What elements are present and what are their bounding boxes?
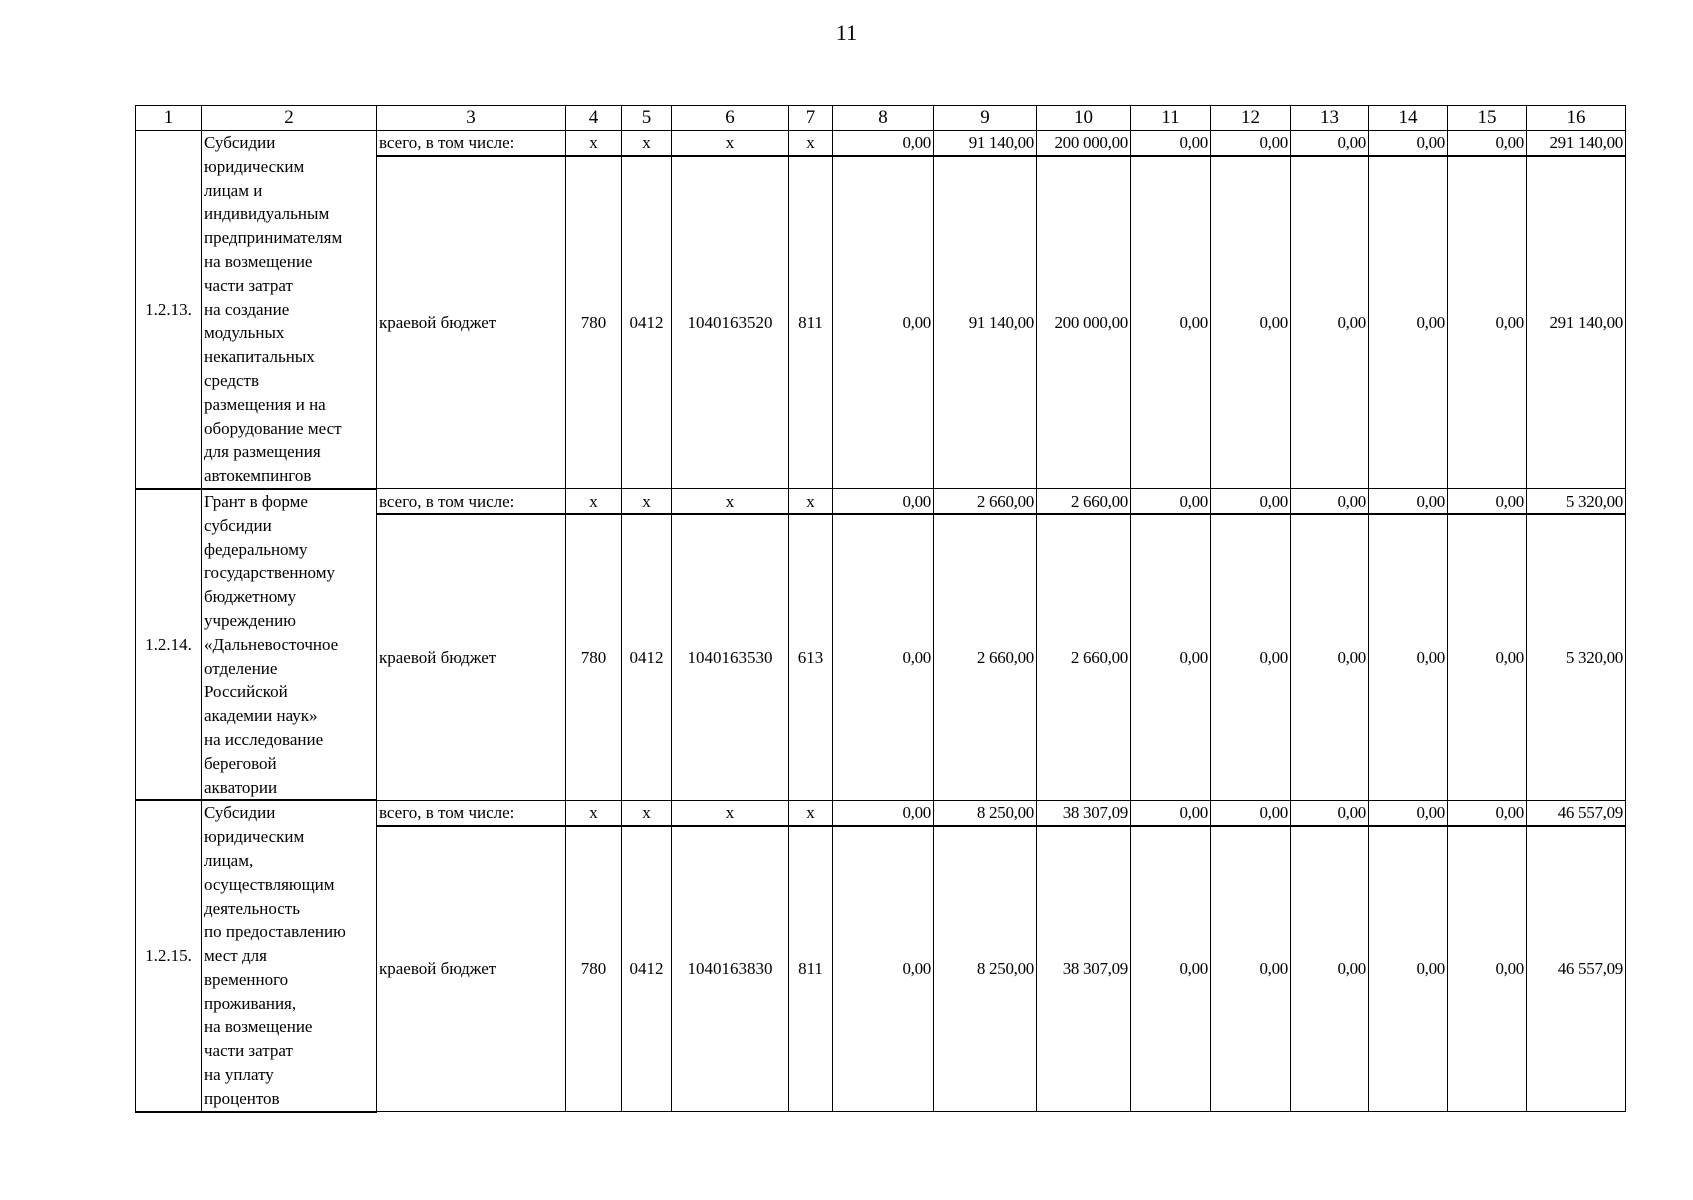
section-total-row bbox=[136, 489, 1626, 514]
amount-cell: 0,00 bbox=[1131, 800, 1211, 826]
section-subsection-code: 0412 bbox=[622, 156, 672, 489]
expense-type-code: 811 bbox=[789, 826, 833, 1112]
section-code: 1.2.13. bbox=[136, 131, 202, 489]
section-name-line: размещения и на bbox=[204, 394, 326, 414]
x-cell: x bbox=[566, 489, 622, 514]
section-name-line: учреждению bbox=[204, 610, 296, 630]
section-name-line: Грант в форме bbox=[204, 491, 308, 511]
amount-cell: 0,00 bbox=[1448, 826, 1527, 1112]
x-cell: x bbox=[789, 131, 833, 157]
amount-cell: 0,00 bbox=[1211, 514, 1291, 800]
section-subsection-code: 0412 bbox=[622, 514, 672, 800]
header-cell: 16 bbox=[1527, 106, 1626, 131]
funding-source-label: краевой бюджет bbox=[377, 156, 566, 489]
amount-cell: 0,00 bbox=[1369, 131, 1448, 157]
amount-cell: 0,00 bbox=[1448, 131, 1527, 157]
amount-cell: 0,00 bbox=[833, 514, 934, 800]
section-name-line: на создание bbox=[204, 299, 290, 319]
header-cell: 7 bbox=[789, 106, 833, 131]
section-name-line: на возмещение bbox=[204, 1017, 313, 1037]
page-number: 11 bbox=[835, 20, 858, 45]
x-cell: x bbox=[672, 489, 789, 514]
amount-cell: 0,00 bbox=[1211, 156, 1291, 489]
x-cell: x bbox=[622, 800, 672, 826]
header-cell: 2 bbox=[202, 106, 377, 131]
section-name-line: оборудование мест bbox=[204, 418, 342, 438]
amount-cell: 0,00 bbox=[1369, 514, 1448, 800]
header-cell: 4 bbox=[566, 106, 622, 131]
funding-source-label: краевой бюджет bbox=[377, 826, 566, 1112]
amount-cell: 8 250,00 bbox=[934, 800, 1037, 826]
amount-cell: 0,00 bbox=[1131, 514, 1211, 800]
funding-source-label: краевой бюджет bbox=[377, 514, 566, 800]
section-name-line: академии наук» bbox=[204, 706, 318, 726]
amount-cell: 2 660,00 bbox=[934, 514, 1037, 800]
amount-cell: 5 320,00 bbox=[1527, 489, 1626, 514]
section-name-line: акватории bbox=[204, 777, 278, 797]
amount-cell: 0,00 bbox=[1131, 826, 1211, 1112]
target-article-code: 1040163830 bbox=[672, 826, 789, 1112]
amount-cell: 8 250,00 bbox=[934, 826, 1037, 1112]
amount-cell: 0,00 bbox=[1131, 156, 1211, 489]
section-name-line: «Дальневосточное bbox=[204, 634, 339, 654]
amount-cell: 0,00 bbox=[1291, 514, 1369, 800]
section-name-line: федеральному bbox=[204, 539, 308, 559]
amount-cell: 0,00 bbox=[833, 800, 934, 826]
header-cell: 6 bbox=[672, 106, 789, 131]
section-name bbox=[202, 131, 377, 489]
amount-cell: 0,00 bbox=[1369, 826, 1448, 1112]
amount-cell: 0,00 bbox=[1291, 800, 1369, 826]
section-total-row bbox=[136, 800, 1626, 826]
amount-cell: 0,00 bbox=[1211, 826, 1291, 1112]
header-cell: 5 bbox=[622, 106, 672, 131]
x-cell: x bbox=[566, 131, 622, 157]
amount-cell: 38 307,09 bbox=[1037, 800, 1131, 826]
section-name-line: процентов bbox=[204, 1088, 280, 1108]
target-article-code: 1040163530 bbox=[672, 514, 789, 800]
amount-cell: 0,00 bbox=[1291, 489, 1369, 514]
amount-cell: 0,00 bbox=[1369, 489, 1448, 514]
header-cell: 11 bbox=[1131, 106, 1211, 131]
section-name-line: части затрат bbox=[204, 275, 293, 295]
section-name bbox=[202, 800, 377, 1111]
section-name-line: автокемпингов bbox=[204, 466, 312, 486]
header-cell: 14 bbox=[1369, 106, 1448, 131]
amount-cell: 0,00 bbox=[1369, 156, 1448, 489]
x-cell: x bbox=[789, 800, 833, 826]
funding-source-label: всего, в том числе: bbox=[377, 489, 566, 514]
amount-cell: 0,00 bbox=[1131, 131, 1211, 157]
amount-cell: 0,00 bbox=[1291, 156, 1369, 489]
section-name-line: модульных bbox=[204, 323, 285, 343]
section-code: 1.2.14. bbox=[136, 489, 202, 800]
header-cell: 3 bbox=[377, 106, 566, 131]
header-cell: 8 bbox=[833, 106, 934, 131]
header-cell: 10 bbox=[1037, 106, 1131, 131]
section-name-line: предпринимателям bbox=[204, 228, 343, 248]
header-cell: 15 bbox=[1448, 106, 1527, 131]
ministry-code: 780 bbox=[566, 156, 622, 489]
ministry-code: 780 bbox=[566, 826, 622, 1112]
amount-cell: 38 307,09 bbox=[1037, 826, 1131, 1112]
expense-type-code: 811 bbox=[789, 156, 833, 489]
amount-cell: 2 660,00 bbox=[1037, 489, 1131, 514]
section-name-line: лицам и bbox=[204, 180, 263, 200]
amount-cell: 46 557,09 bbox=[1527, 826, 1626, 1112]
x-cell: x bbox=[566, 800, 622, 826]
budget-table bbox=[135, 105, 1626, 1113]
section-name-line: на уплату bbox=[204, 1065, 274, 1085]
section-name-line: проживания, bbox=[204, 993, 297, 1013]
section-code: 1.2.15. bbox=[136, 800, 202, 1111]
amount-cell: 0,00 bbox=[1291, 826, 1369, 1112]
amount-cell: 2 660,00 bbox=[1037, 514, 1131, 800]
expense-type-code: 613 bbox=[789, 514, 833, 800]
amount-cell: 0,00 bbox=[833, 489, 934, 514]
section-name-line: на возмещение bbox=[204, 251, 313, 271]
section-name bbox=[202, 489, 377, 800]
section-total-row bbox=[136, 131, 1626, 157]
x-cell: x bbox=[672, 800, 789, 826]
header-cell: 9 bbox=[934, 106, 1037, 131]
amount-cell: 291 140,00 bbox=[1527, 131, 1626, 157]
section-name-line: индивидуальным bbox=[204, 204, 330, 224]
ministry-code: 780 bbox=[566, 514, 622, 800]
header-cell: 1 bbox=[136, 106, 202, 131]
amount-cell: 0,00 bbox=[1448, 489, 1527, 514]
amount-cell: 0,00 bbox=[1211, 131, 1291, 157]
amount-cell: 0,00 bbox=[1211, 800, 1291, 826]
x-cell: x bbox=[622, 131, 672, 157]
amount-cell: 0,00 bbox=[1448, 156, 1527, 489]
section-name-line: государственному bbox=[204, 563, 335, 583]
amount-cell: 0,00 bbox=[833, 826, 934, 1112]
amount-cell: 0,00 bbox=[1448, 514, 1527, 800]
section-name-line: по предоставлению bbox=[204, 922, 346, 942]
amount-cell: 46 557,09 bbox=[1527, 800, 1626, 826]
amount-cell: 291 140,00 bbox=[1527, 156, 1626, 489]
section-name-line: Субсидии bbox=[204, 803, 276, 823]
section-name-line: лицам, bbox=[204, 850, 254, 870]
section-name-line: деятельность bbox=[204, 898, 300, 918]
section-name-line: юридическим bbox=[204, 827, 305, 847]
amount-cell: 0,00 bbox=[1211, 489, 1291, 514]
section-name-line: юридическим bbox=[204, 156, 305, 176]
section-name-line: осуществляющим bbox=[204, 874, 335, 894]
header-row bbox=[136, 106, 1626, 131]
funding-source-label: всего, в том числе: bbox=[377, 131, 566, 157]
amount-cell: 0,00 bbox=[1291, 131, 1369, 157]
target-article-code: 1040163520 bbox=[672, 156, 789, 489]
section-name-line: временного bbox=[204, 969, 289, 989]
x-cell: x bbox=[789, 489, 833, 514]
header-cell: 13 bbox=[1291, 106, 1369, 131]
amount-cell: 0,00 bbox=[1369, 800, 1448, 826]
x-cell: x bbox=[672, 131, 789, 157]
amount-cell: 5 320,00 bbox=[1527, 514, 1626, 800]
amount-cell: 0,00 bbox=[833, 156, 934, 489]
section-name-line: бюджетному bbox=[204, 587, 297, 607]
amount-cell: 0,00 bbox=[1448, 800, 1527, 826]
funding-source-label: всего, в том числе: bbox=[377, 800, 566, 826]
section-name-line: отделение bbox=[204, 658, 278, 678]
amount-cell: 0,00 bbox=[833, 131, 934, 157]
amount-cell: 200 000,00 bbox=[1037, 131, 1131, 157]
section-name-line: Субсидии bbox=[204, 133, 276, 152]
section-name-line: части затрат bbox=[204, 1041, 293, 1061]
amount-cell: 91 140,00 bbox=[934, 156, 1037, 489]
amount-cell: 91 140,00 bbox=[934, 131, 1037, 157]
section-name-line: для размещения bbox=[204, 442, 321, 462]
header-cell: 12 bbox=[1211, 106, 1291, 131]
section-name-line: мест для bbox=[204, 946, 267, 966]
section-subsection-code: 0412 bbox=[622, 826, 672, 1112]
section-name-line: некапитальных bbox=[204, 347, 315, 367]
amount-cell: 0,00 bbox=[1131, 489, 1211, 514]
section-name-line: береговой bbox=[204, 753, 277, 773]
section-name-line: субсидии bbox=[204, 515, 272, 535]
amount-cell: 200 000,00 bbox=[1037, 156, 1131, 489]
section-name-line: на исследование bbox=[204, 729, 324, 749]
section-name-line: Российской bbox=[204, 682, 288, 702]
section-name-line: средств bbox=[204, 370, 260, 390]
amount-cell: 2 660,00 bbox=[934, 489, 1037, 514]
x-cell: x bbox=[622, 489, 672, 514]
